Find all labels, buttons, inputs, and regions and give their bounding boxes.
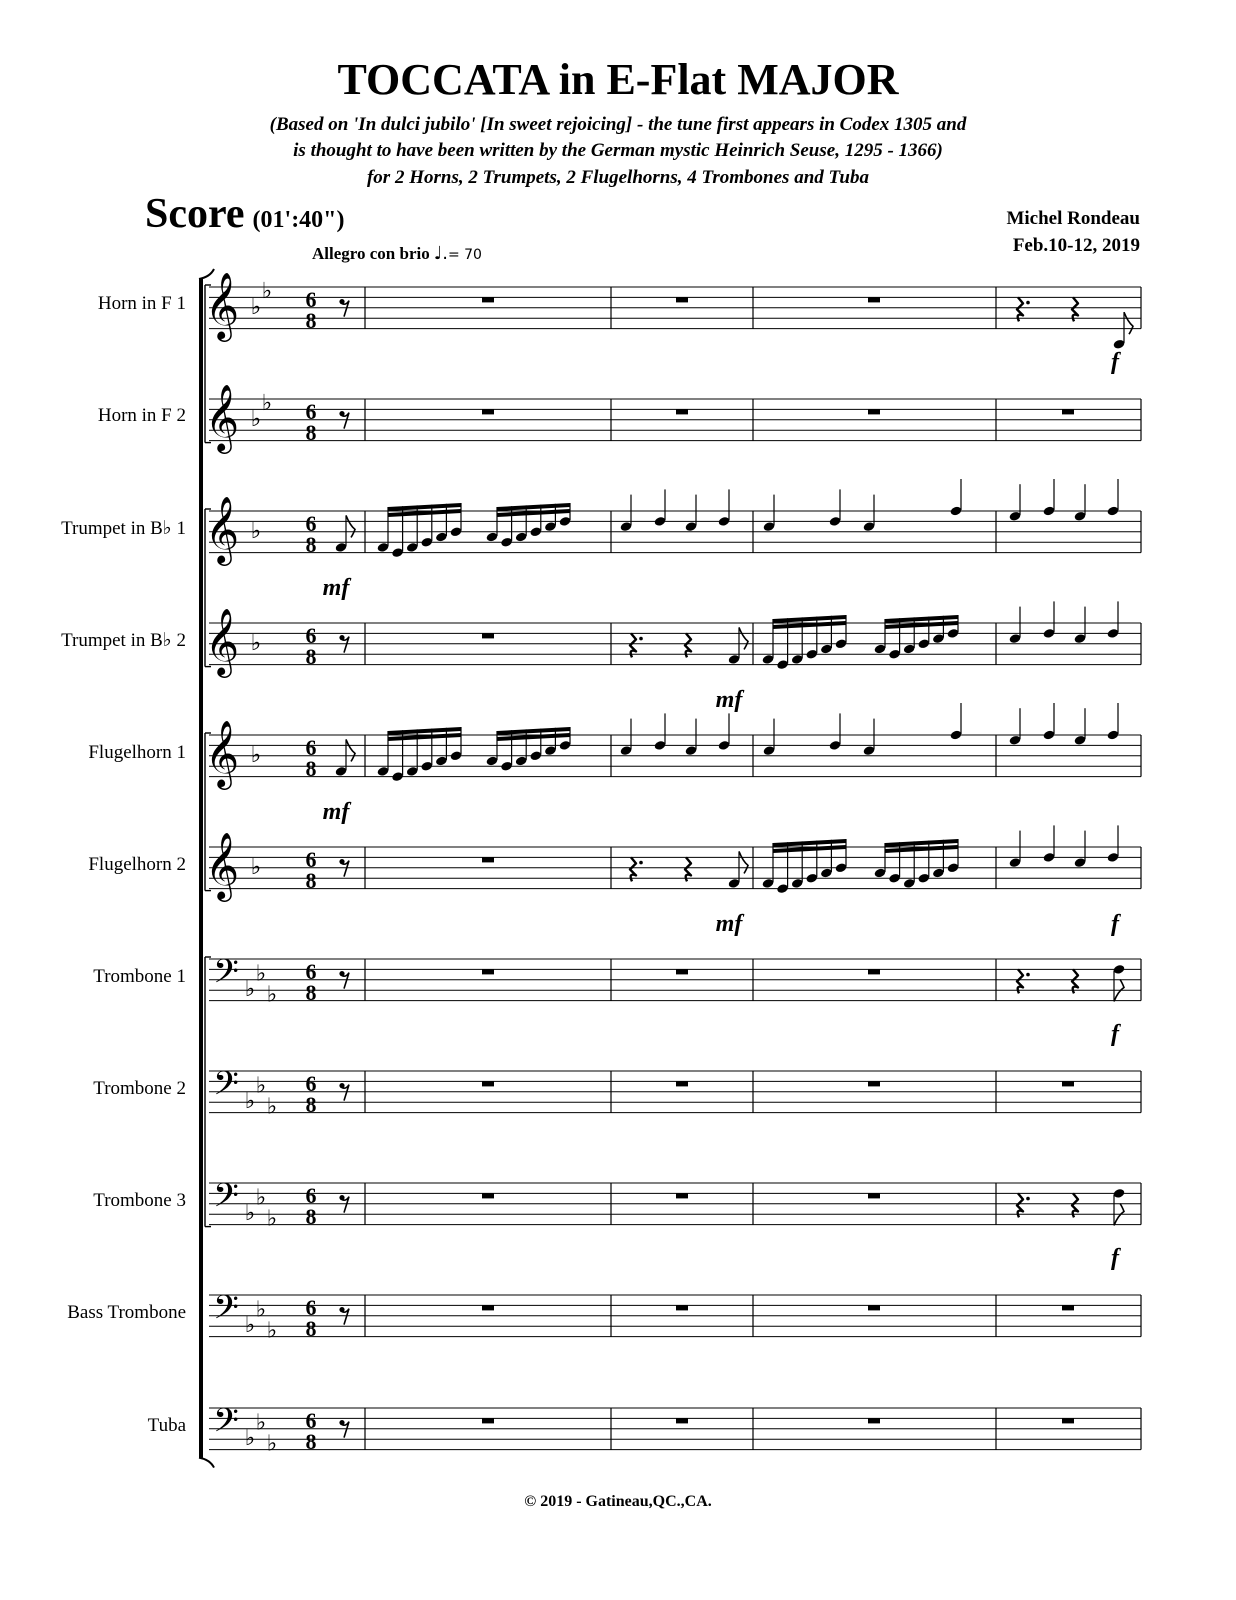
score-title: TOCCATA in E-Flat MAJOR	[337, 55, 899, 104]
time-sig-numerator: 6	[305, 959, 317, 984]
whole-rest	[868, 969, 880, 974]
whole-rest	[1062, 1305, 1074, 1310]
dynamic-mf: mf	[322, 575, 350, 601]
instrument-name-tuba: Tuba	[147, 1415, 186, 1436]
whole-rest	[868, 297, 880, 302]
key-flat-icon: ♭	[250, 294, 262, 320]
composer: Michel Rondeau	[1006, 208, 1140, 229]
note	[1074, 831, 1087, 869]
rest-dot	[1026, 301, 1030, 305]
note-flag	[739, 627, 748, 649]
copyright-footer: © 2019 - Gatineau,QC.,CA.	[524, 1493, 712, 1510]
treble-clef-icon: 𝄞	[204, 271, 240, 339]
note	[1009, 607, 1022, 645]
dynamic-mf: mf	[715, 687, 743, 713]
dynamic-mf: mf	[715, 911, 743, 937]
time-sig-numerator: 6	[305, 735, 317, 760]
instrument-name-trombone-2: Trombone 2	[93, 1078, 186, 1099]
time-sig-numerator: 6	[305, 847, 317, 872]
whole-rest	[482, 1305, 494, 1310]
whole-rest	[482, 633, 494, 638]
time-sig-denominator: 8	[305, 532, 317, 557]
key-flat-icon: ♭	[255, 1297, 267, 1323]
time-sig-denominator: 8	[305, 1429, 317, 1454]
time-sig-denominator: 8	[305, 308, 317, 333]
time-sig-denominator: 8	[305, 644, 317, 669]
note-flag	[346, 739, 355, 761]
whole-rest	[1062, 1081, 1074, 1086]
staff-5	[205, 703, 1141, 825]
system-bracket-hook	[199, 1458, 214, 1468]
instrument-name-trombone-1: Trombone 1	[93, 966, 186, 987]
whole-rest	[482, 857, 494, 862]
rest-dot	[639, 861, 643, 865]
staff-7	[209, 953, 1141, 1047]
dynamic-f: f	[1111, 911, 1119, 937]
key-flat-icon: ♭	[244, 1089, 256, 1115]
instrument-name-flugelhorn-1: Flugelhorn 1	[88, 742, 186, 763]
note	[950, 703, 963, 741]
whole-rest	[676, 969, 688, 974]
staff-11	[209, 1402, 1141, 1456]
composition-date: Feb.10-12, 2019	[1012, 235, 1140, 256]
dynamic-mf: mf	[322, 799, 350, 825]
sixteenth-note-group	[486, 727, 572, 772]
whole-rest	[868, 409, 880, 414]
key-flat-icon: ♭	[244, 1201, 256, 1227]
instrument-name-trumpet-2: Trumpet in B♭ 2	[61, 630, 186, 651]
subtitle-line-2: is thought to have been written by the German mystic Heinrich Seuse, 1295 - 1366)	[293, 140, 943, 161]
note	[829, 489, 842, 527]
key-flat-icon: ♭	[255, 1185, 267, 1211]
whole-rest	[482, 1081, 494, 1086]
dynamic-f: f	[1111, 1245, 1119, 1271]
whole-rest	[482, 1193, 494, 1198]
time-sig-numerator: 6	[305, 1183, 317, 1208]
note	[718, 489, 731, 527]
instrument-name-trumpet-1: Trumpet in B♭ 1	[61, 518, 186, 539]
key-flat-icon: ♭	[244, 1313, 256, 1339]
time-sig-numerator: 6	[305, 287, 317, 312]
rest-dot	[1026, 973, 1030, 977]
staff-4	[205, 601, 1141, 713]
note	[829, 713, 842, 751]
note	[1043, 479, 1056, 517]
whole-rest	[482, 409, 494, 414]
instrument-name-trombone-3: Trombone 3	[93, 1190, 186, 1211]
time-sig-denominator: 8	[305, 1204, 317, 1229]
key-flat-icon: ♭	[266, 982, 278, 1008]
time-sig-denominator: 8	[305, 1316, 317, 1341]
time-sig-numerator: 6	[305, 511, 317, 536]
key-flat-icon: ♭	[255, 1410, 267, 1436]
note	[620, 495, 633, 533]
time-sig-denominator: 8	[305, 756, 317, 781]
whole-rest	[482, 1418, 494, 1423]
note-flag	[739, 851, 748, 873]
note	[950, 479, 963, 517]
whole-rest	[1062, 409, 1074, 414]
note	[1113, 964, 1126, 1002]
whole-rest	[482, 969, 494, 974]
time-sig-denominator: 8	[305, 1092, 317, 1117]
bass-clef-icon: 𝄢	[213, 1289, 239, 1335]
note	[1107, 703, 1120, 741]
time-sig-numerator: 6	[305, 623, 317, 648]
key-flat-icon: ♭	[250, 742, 262, 768]
bass-clef-icon: 𝄢	[213, 953, 239, 999]
dynamic-f: f	[1111, 349, 1119, 375]
key-flat-icon: ♭	[250, 854, 262, 880]
whole-rest	[676, 409, 688, 414]
key-flat-icon: ♭	[250, 518, 262, 544]
treble-clef-icon: 𝄞	[204, 495, 240, 563]
tempo-value: = 70	[447, 247, 482, 263]
whole-rest	[868, 1193, 880, 1198]
treble-clef-icon: 𝄞	[204, 719, 240, 787]
note	[654, 489, 667, 527]
rest-dot	[639, 637, 643, 641]
dotted-quarter-note-icon: ♩.	[433, 243, 448, 264]
staff-2	[205, 383, 1141, 454]
staff-3	[205, 479, 1141, 601]
note	[863, 719, 876, 757]
note	[1107, 601, 1120, 639]
note-flag	[1124, 312, 1133, 334]
time-sig-denominator: 8	[305, 980, 317, 1005]
staff-10	[209, 1289, 1141, 1343]
key-flat-icon: ♭	[266, 1094, 278, 1120]
whole-rest	[868, 1081, 880, 1086]
tempo-text: Allegro con brio	[312, 244, 430, 263]
treble-clef-icon: 𝄞	[204, 383, 240, 451]
key-flat-icon: ♭	[266, 1318, 278, 1344]
sixteenth-note-group	[874, 839, 960, 889]
staff-6	[205, 825, 1141, 937]
rest-dot	[1026, 1197, 1030, 1201]
dynamic-f: f	[1111, 1021, 1119, 1047]
instrument-name-flugelhorn-2: Flugelhorn 2	[88, 854, 186, 875]
note	[1009, 708, 1022, 746]
sixteenth-note-group	[486, 503, 572, 548]
note	[1043, 703, 1056, 741]
note	[654, 713, 667, 751]
note	[1074, 607, 1087, 645]
score-label: Score	[145, 191, 245, 237]
time-sig-numerator: 6	[305, 1295, 317, 1320]
whole-rest	[676, 1193, 688, 1198]
time-sig-denominator: 8	[305, 420, 317, 445]
note	[685, 719, 698, 757]
key-flat-icon: ♭	[261, 279, 273, 305]
whole-rest	[868, 1418, 880, 1423]
system-bracket-bar	[199, 279, 203, 1458]
whole-rest	[676, 297, 688, 302]
time-sig-numerator: 6	[305, 1071, 317, 1096]
note	[620, 719, 633, 757]
note	[1043, 601, 1056, 639]
bass-clef-icon: 𝄢	[213, 1402, 239, 1448]
subtitle-line-1: (Based on 'In dulci jubilo' [In sweet rejoicing] - the tune first appears in Codex 1305 and	[269, 114, 967, 135]
note-flag	[346, 515, 355, 537]
duration: (01':40")	[252, 207, 345, 233]
key-flat-icon: ♭	[250, 406, 262, 432]
key-flat-icon: ♭	[255, 1073, 267, 1099]
whole-rest	[482, 297, 494, 302]
treble-clef-icon: 𝄞	[204, 831, 240, 899]
note	[763, 719, 776, 757]
note	[1113, 1188, 1126, 1226]
key-flat-icon: ♭	[266, 1206, 278, 1232]
key-flat-icon: ♭	[250, 630, 262, 656]
staff-9	[209, 1177, 1141, 1271]
treble-clef-icon: 𝄞	[204, 607, 240, 675]
whole-rest	[868, 1305, 880, 1310]
note	[1107, 479, 1120, 517]
key-flat-icon: ♭	[255, 961, 267, 987]
whole-rest	[676, 1305, 688, 1310]
note	[1009, 484, 1022, 522]
note	[718, 713, 731, 751]
time-sig-denominator: 8	[305, 868, 317, 893]
note	[685, 495, 698, 533]
note	[763, 495, 776, 533]
key-flat-icon: ♭	[266, 1431, 278, 1457]
note	[1074, 708, 1087, 746]
whole-rest	[676, 1418, 688, 1423]
bass-clef-icon: 𝄢	[213, 1065, 239, 1111]
subtitle-line-3: for 2 Horns, 2 Trumpets, 2 Flugelhorns, 4 Trombones and Tuba	[366, 167, 869, 188]
instrument-name-horn-2: Horn in F 2	[97, 405, 186, 426]
note	[1074, 484, 1087, 522]
note	[1043, 825, 1056, 863]
whole-rest	[676, 1081, 688, 1086]
note	[863, 495, 876, 533]
bass-clef-icon: 𝄢	[213, 1177, 239, 1223]
key-flat-icon: ♭	[244, 1426, 256, 1452]
key-flat-icon: ♭	[261, 391, 273, 417]
staff-8	[209, 1065, 1141, 1119]
instrument-name-horn-1: Horn in F 1	[97, 293, 186, 314]
whole-rest	[1062, 1418, 1074, 1423]
key-flat-icon: ♭	[244, 977, 256, 1003]
time-sig-numerator: 6	[305, 399, 317, 424]
note	[1009, 831, 1022, 869]
sixteenth-note-group	[874, 615, 960, 660]
note	[1107, 825, 1120, 863]
instrument-name-bass-trombone: Bass Trombone	[67, 1302, 186, 1323]
time-sig-numerator: 6	[305, 1408, 317, 1433]
staff-1	[205, 271, 1141, 375]
